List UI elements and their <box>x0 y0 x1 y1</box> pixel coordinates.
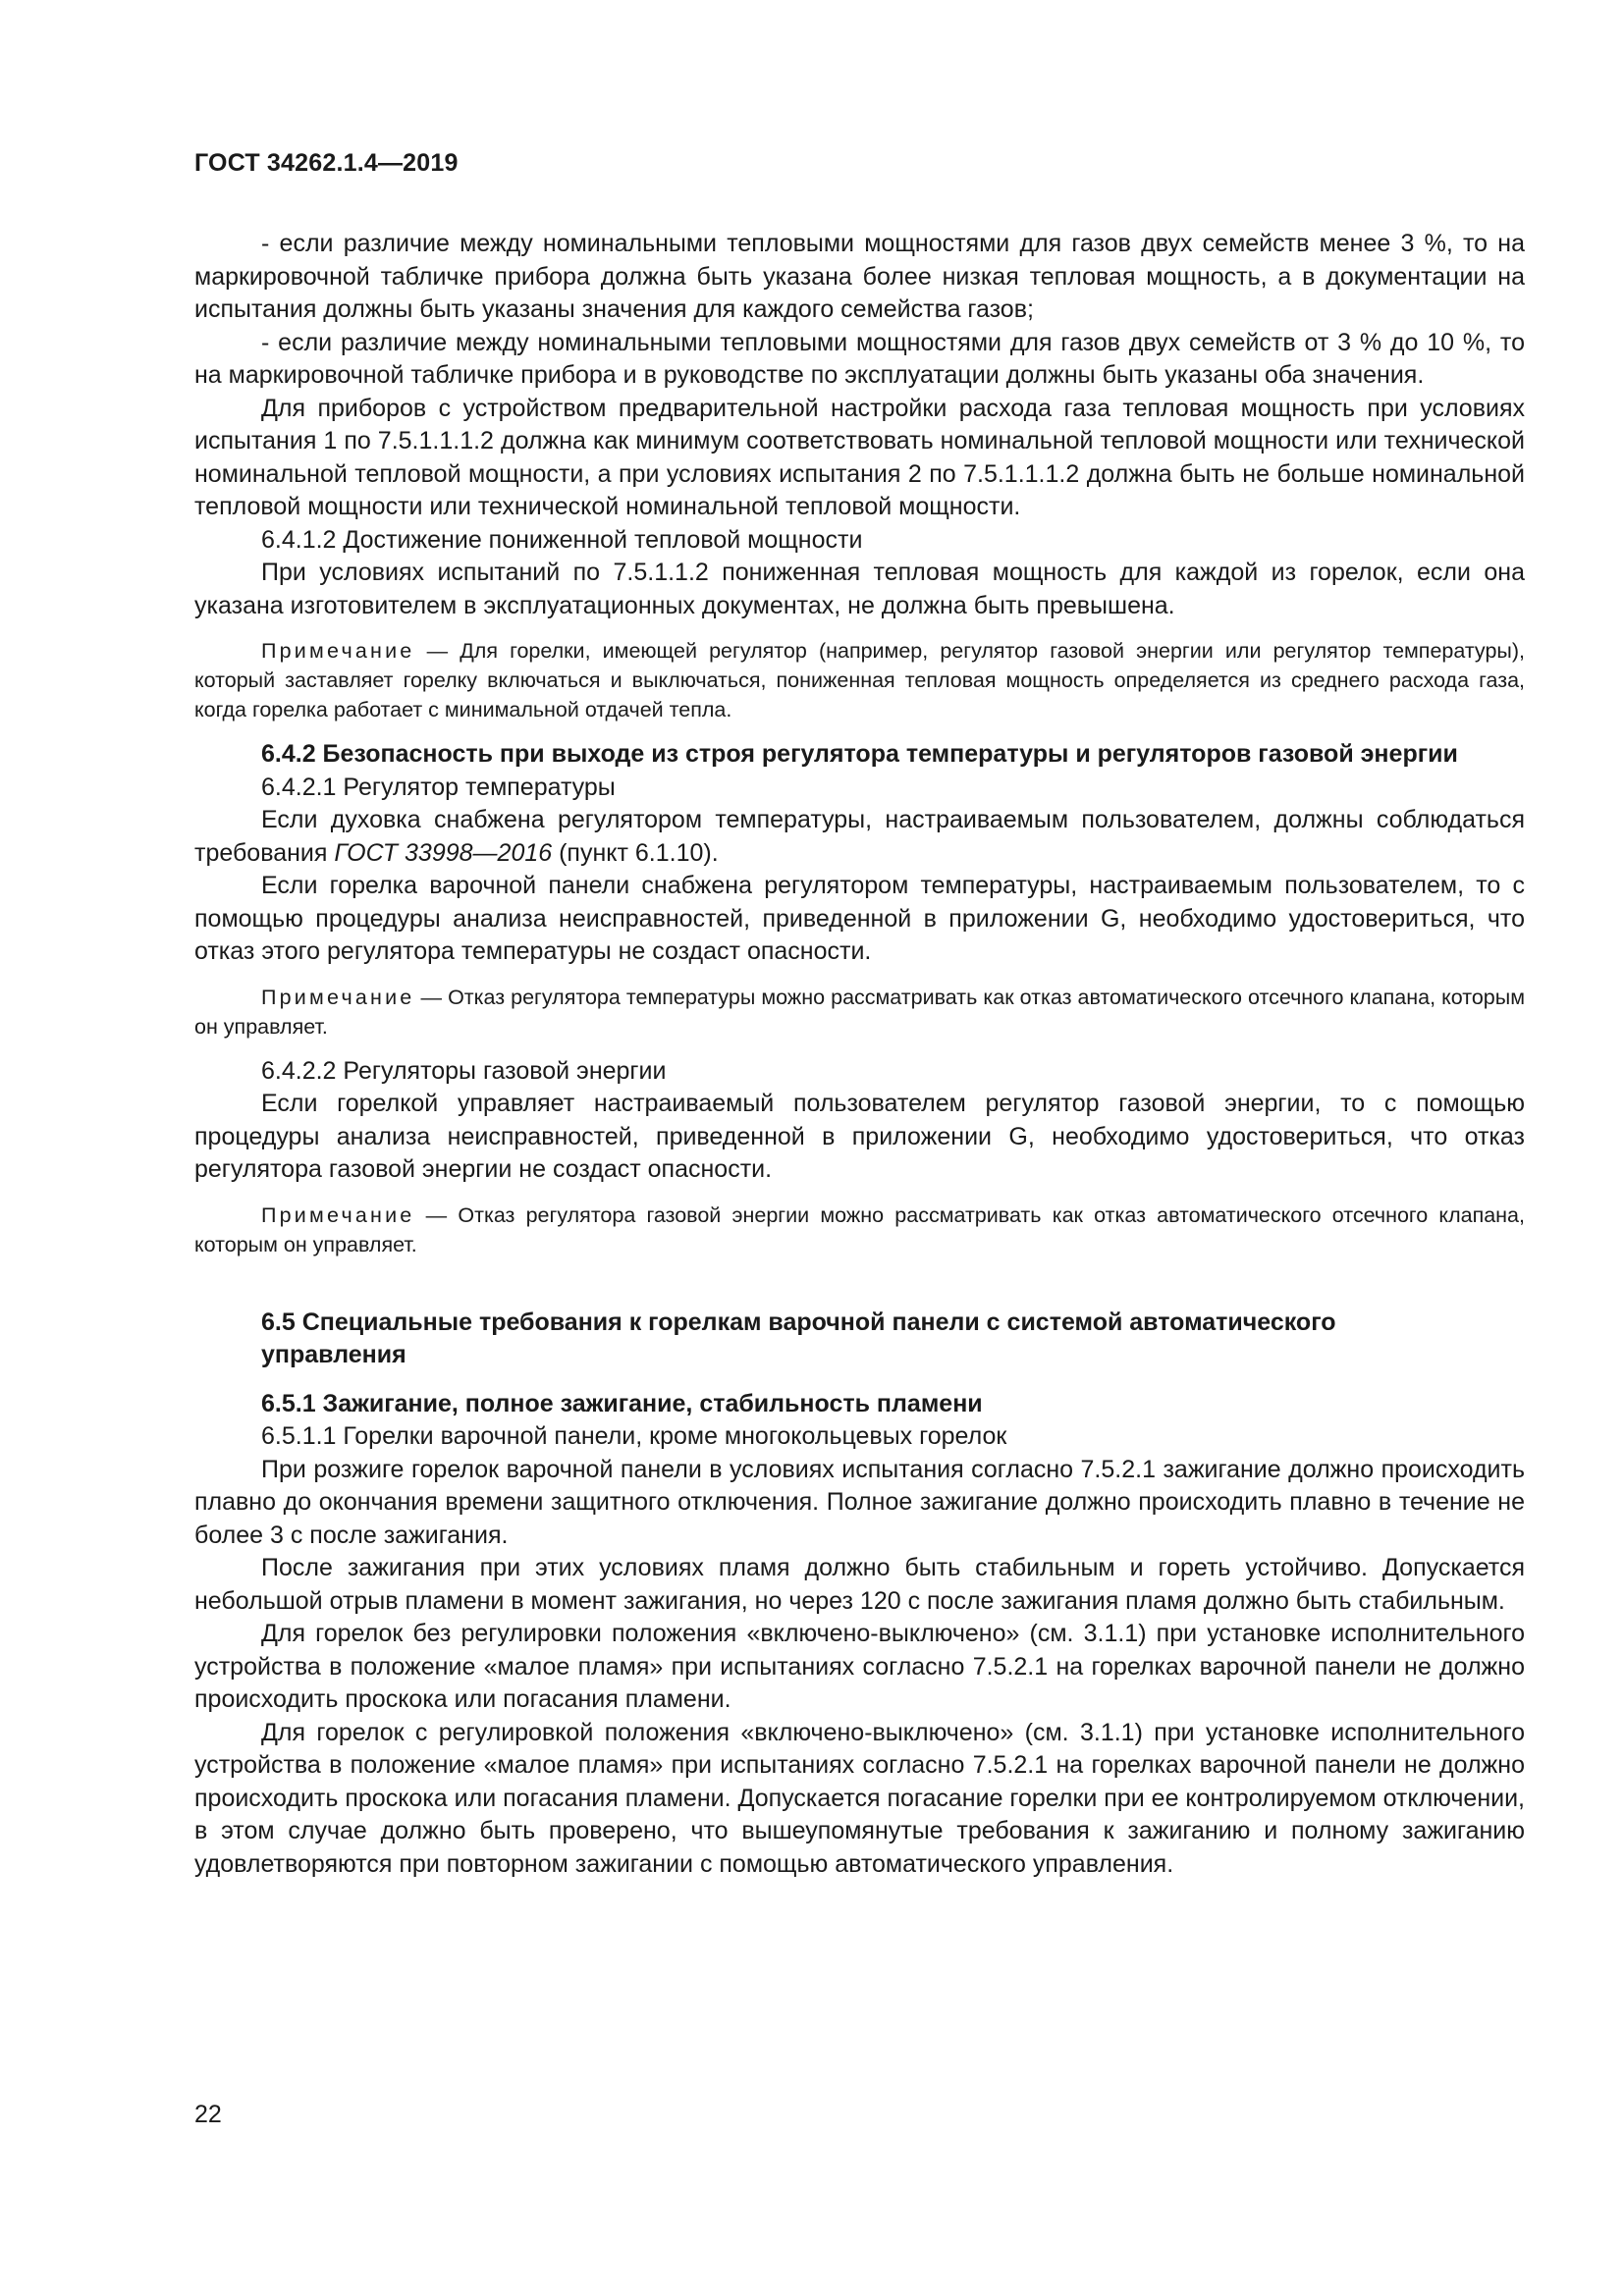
paragraph-preset-devices: Для приборов с устройством предварительной настройки расхода газа тепловая мощность при условиях испытания 1 по 7.5.1.1.1.2 должна как минимум соответствовать номинальной тепловой мощности или технической номинальной тепловой мощности, а при условиях испытания 2 по 7.5.1.1.1.2 должна быть не больше номинальной тепловой мощности или технической номинальной тепловой мощности. <box>194 394 1525 520</box>
subsection-6-5-1-1-title: 6.5.1.1 Горелки варочной панели, кроме многокольцевых горелок <box>261 1422 1007 1450</box>
paragraph-burners-without-onoff: Для горелок без регулировки положения «включено-выключено» (см. 3.1.1) при установке исполнительного устройства в положение «малое пламя» при испытаниях согласно 7.5.2.1 на горелках варочной панели не должно происходить проскока или погасания пламени. <box>194 1620 1525 1713</box>
paragraph-flame-stability: После зажигания при этих условиях пламя должно быть стабильным и гореть устойчиво. Допускается небольшой отрыв пламени в момент зажигания, но через 120 с после зажигания пламя должно быть стабильным. <box>194 1554 1525 1615</box>
note-text: — Отказ регулятора температуры можно рассматривать как отказ автоматического отсечного клапана, которым он управляет. <box>194 985 1525 1039</box>
note-2 <box>194 983 1525 1041</box>
paragraph-burners-with-onoff: Для горелок с регулировкой положения «включено-выключено» (см. 3.1.1) при установке исполнительного устройства в положение «малое пламя» при испытаниях согласно 7.5.2.1 на горелках варочной панели не должно происходить проскока или погасания пламени. Допускается погасание горелки при ее контролируемом отключении, в этом случае должно быть проверено, что вышеупомянутые требования к зажиганию и полному зажиганию удовлетворяются при повторном зажигании с помощью автоматического управления. <box>194 1718 1525 1878</box>
page-number: 22 <box>194 2101 222 2128</box>
paragraph-ignition: При розжиге горелок варочной панели в условиях испытания согласно 7.5.2.1 зажигание должно происходить плавно до окончания времени защитного отключения. Полное зажигание должно происходить плавно в течение не более 3 с после зажигания. <box>194 1455 1525 1549</box>
subsection-6-4-2-1-title: 6.4.2.1 Регулятор температуры <box>261 773 616 801</box>
note-3 <box>194 1201 1525 1259</box>
note-label: Примечание <box>261 1202 415 1227</box>
note-label: Примечание <box>261 639 415 663</box>
standard-reference: ГОСТ 33998—2016 <box>334 838 553 867</box>
note-label: Примечание <box>261 985 415 1009</box>
note-text: — Отказ регулятора газовой энергии можно рассматривать как отказ автоматического отсечного клапана, которым он управляет. <box>194 1202 1525 1256</box>
subsection-6-4-1-2-title: 6.4.1.2 Достижение пониженной тепловой мощности <box>261 525 863 554</box>
paragraph-hob-regulator: Если горелка варочной панели снабжена регулятором температуры, настраиваемым пользователем, то с помощью процедуры анализа неисправностей, приведенной в приложении G, необходимо удостовериться, что отказ этого регулятора температуры не создаст опасности. <box>194 872 1525 965</box>
section-6-5-1-heading: 6.5.1 Зажигание, полное зажигание, стабильность пламени <box>261 1389 983 1417</box>
document-header: ГОСТ 34262.1.4—2019 <box>194 149 459 177</box>
paragraph-difference-3-10: - если различие между номинальными тепловыми мощностями для газов двух семейств от 3 % до 10 %, то на маркировочной табличке прибора и в руководстве по эксплуатации должны быть указаны оба значения. <box>194 328 1525 389</box>
note-1 <box>194 636 1525 724</box>
section-6-5-heading: 6.5 Специальные требования к горелкам варочной панели с системой автоматического управления <box>261 1308 1336 1368</box>
paragraph-reduced-power: При условиях испытаний по 7.5.1.1.2 пониженная тепловая мощность для каждой из горелок, если она указана изготовителем в эксплуатационных документах, не должна быть превышена. <box>194 559 1525 619</box>
section-6-4-2-heading: 6.4.2 Безопасность при выходе из строя регулятора температуры и регуляторов газовой энергии <box>261 740 1458 768</box>
paragraph-difference-less-3: - если различие между номинальными тепловыми мощностями для газов двух семейств менее 3 %, то на маркировочной табличке прибора должна быть указана более низкая тепловая мощность, а в документации на испытания должны быть указаны значения для каждого семейства газов; <box>194 230 1525 323</box>
note-text: — Для горелки, имеющей регулятор (например, регулятор газовой энергии или регулятор температуры), который заставляет горелку включаться и выключаться, пониженная тепловая мощность определяется из среднего расхода газа, когда горелка работает с минимальной отдачей тепла. <box>194 639 1525 721</box>
document-body <box>194 228 1525 1881</box>
subsection-6-4-2-2-title: 6.4.2.2 Регуляторы газовой энергии <box>261 1056 667 1085</box>
paragraph-oven-regulator: Если духовка снабжена регулятором температуры, настраиваемым пользователем, должны соблюдаться требования ГОСТ 33998—2016 (пункт 6.1.10). <box>194 806 1525 867</box>
paragraph-gas-energy-regulator: Если горелкой управляет настраиваемый пользователем регулятор газовой энергии, то с помощью процедуры анализа неисправностей, приведенной в приложении G, необходимо удостовериться, что отказ регулятора газовой энергии не создаст опасности. <box>194 1090 1525 1183</box>
